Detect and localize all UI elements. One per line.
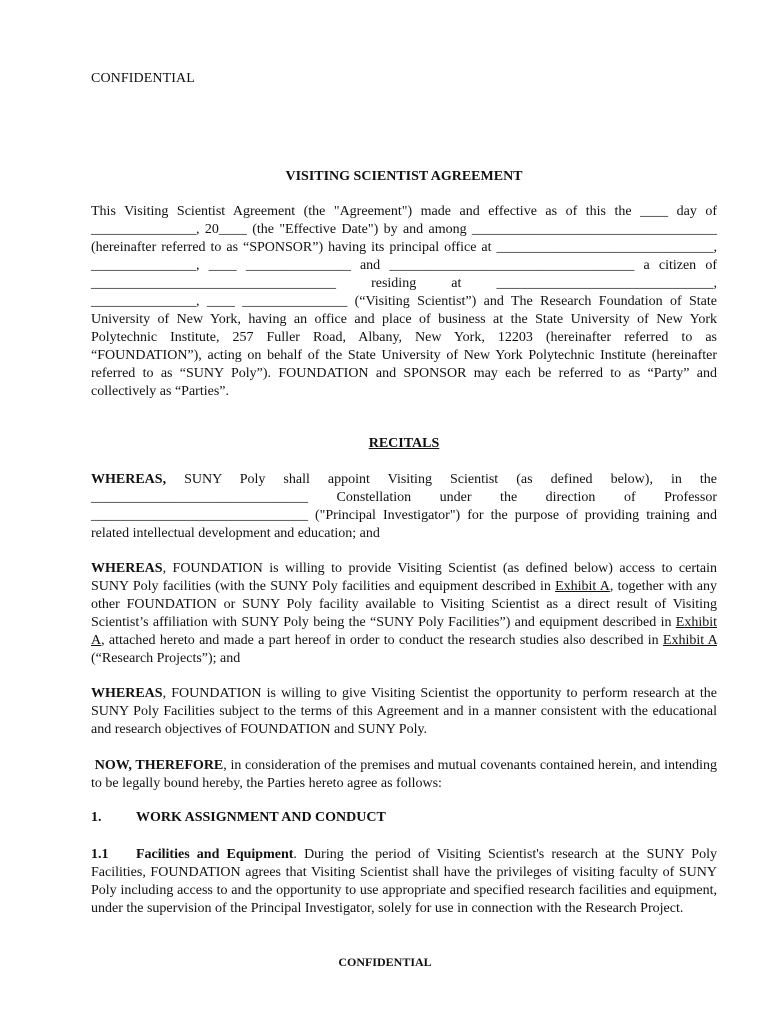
recitals-heading: RECITALS	[368, 436, 440, 451]
whereas-paragraph-1	[91, 471, 717, 543]
exhibit-a-reference-1: Exhibit A	[555, 579, 610, 594]
exhibit-a-reference-2: Exhibit A	[91, 615, 717, 648]
agreement-title: VISITING SCIENTIST AGREEMENT	[285, 169, 523, 184]
whereas-paragraph-3	[91, 685, 717, 739]
whereas-paragraph-2	[91, 560, 717, 668]
whereas-2-lead: WHEREAS	[91, 561, 163, 576]
whereas-3-lead: WHEREAS	[91, 686, 163, 701]
section-1-1-number: 1.1	[91, 847, 109, 862]
whereas-3-text: , FOUNDATION is willing to give Visiting Scientist the opportunity to perform research at the SUNY Poly Facilities subject to the terms of this Agreement and in a manner consistent with the educational and research objectives of FOUNDATION and SUNY Poly.	[91, 686, 717, 737]
section-1-1-text: . During the period of Visiting Scientist's research at the SUNY Poly Facilities, FOUNDATION agrees that Visiting Scientist shall have the privileges of visiting faculty of SUNY Poly including access to and the opportunity to use appropriate and specified research facilities and equipment, under the supervision of the Principal Investigator, solely for use in connection with the Research Project.	[91, 847, 717, 916]
section-1-1-heading: Facilities and Equipment	[136, 847, 294, 862]
whereas-1-lead: WHEREAS,	[91, 472, 167, 487]
whereas-2-text-c: , attached hereto and made a part hereof in order to conduct the research studies also described in	[101, 633, 663, 648]
whereas-1-text: SUNY Poly shall appoint Visiting Scientist (as defined below), in the _______________________________ Constellation under the direction of Professor _______________________________ ("Principal Investigator") for the purpose of providing training and related intellectual development and education; and	[91, 472, 717, 541]
section-1-1-paragraph	[91, 846, 717, 918]
section-1-heading	[91, 810, 386, 826]
now-therefore-lead: NOW, THEREFORE	[94, 758, 224, 773]
footer-confidential-label: CONFIDENTIAL	[338, 955, 432, 969]
now-therefore-text: , in consideration of the premises and mutual covenants contained herein, and intending to be legally bound hereby, the Parties hereto agree as follows:	[91, 758, 717, 791]
whereas-2-text-a: , FOUNDATION is willing to provide Visiting Scientist (as defined below) access to certain SUNY Poly facilities (with the SUNY Poly facilities and equipment described in	[91, 561, 717, 594]
exhibit-a-reference-3: Exhibit A	[662, 633, 717, 648]
intro-paragraph: This Visiting Scientist Agreement (the "Agreement") made and effective as of this the ____ day of _______________, 20____ (the "Effective Date") by and among ___________________________________ (hereinafter referred to as “SPONSOR”) having its principal office at _______________________________, _______________, ____ _______________ and ___________________________________ a citizen of ___________________________________ residing at _______________________________, _______________, ____ _______________ (“Visiting Scientist”) and The Research Foundation of State University of New York, having an office and place of business at the State University of New York Polytechnic Institute, 257 Fuller Road, Albany, New York, 12203 (hereinafter referred to as “FOUNDATION”), acting on behalf of the State University of New York Polytechnic Institute (hereinafter referred to as “SUNY Poly”). FOUNDATION and SPONSOR may each be referred to as “Party” and collectively as “Parties”.	[91, 204, 717, 399]
whereas-2-text-d: (“Research Projects”); and	[91, 651, 241, 666]
section-1-title: WORK ASSIGNMENT AND CONDUCT	[136, 810, 386, 825]
whereas-2-text-b: , together with any other FOUNDATION or SUNY Poly facility available to Visiting Scientist as a direct result of Visiting Scientist’s affiliation with SUNY Poly being the “SUNY Poly Facilities”) and equipment described in	[91, 579, 717, 630]
section-1-number: 1.	[91, 810, 102, 825]
now-therefore-paragraph	[91, 757, 717, 793]
header-confidential-label: CONFIDENTIAL	[91, 71, 195, 86]
